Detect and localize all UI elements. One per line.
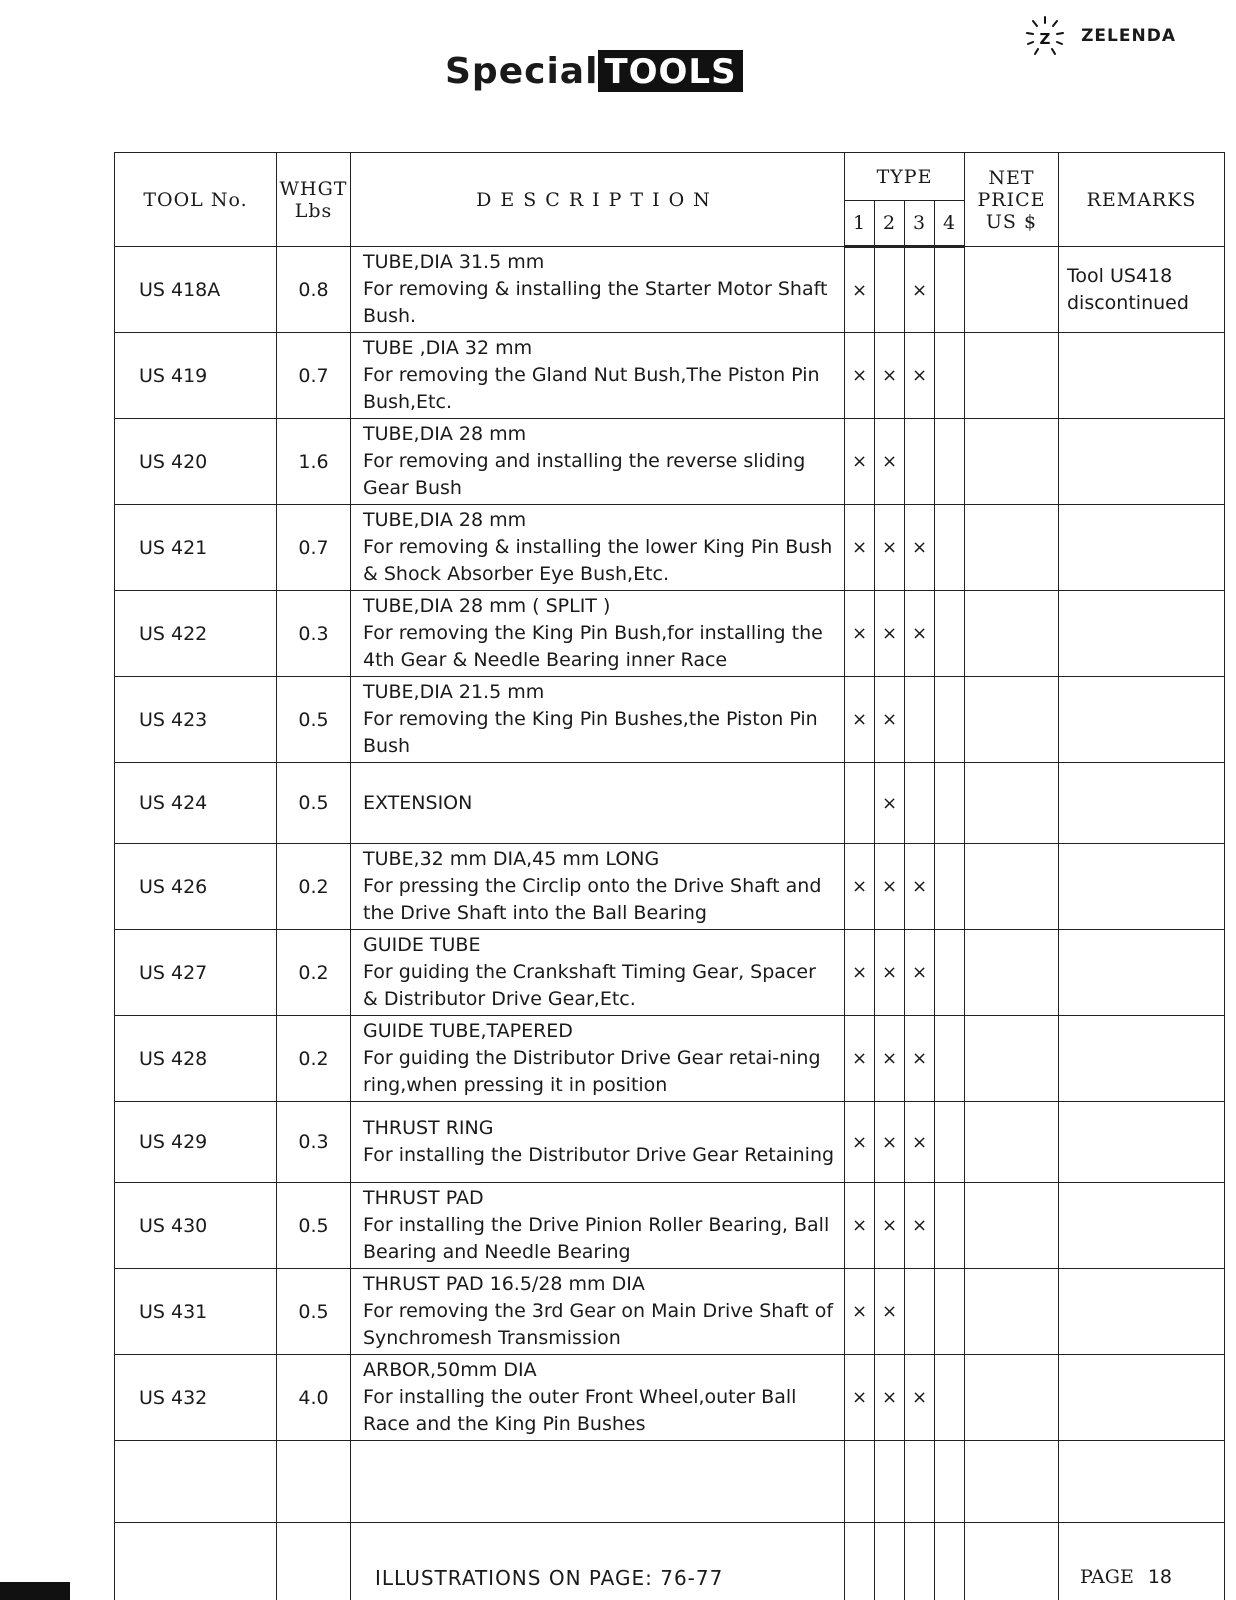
tool-number: US 432 (115, 1355, 277, 1441)
type-3-mark: × (905, 1016, 935, 1102)
table-row (115, 1016, 1225, 1102)
type-2-mark: × (875, 419, 905, 505)
table-row (115, 844, 1225, 930)
description-text: For removing the 3rd Gear on Main Drive Shaft of Synchromesh Transmission (363, 1300, 834, 1349)
net-price (965, 247, 1059, 333)
description-title: TUBE ,DIA 32 mm (363, 337, 533, 359)
empty-cell (875, 1441, 905, 1523)
type-3-mark (905, 419, 935, 505)
tool-description (351, 1269, 845, 1355)
type-2-mark (875, 247, 905, 333)
type-3-mark: × (905, 247, 935, 333)
table-row (115, 247, 1225, 333)
type-1-mark: × (845, 1102, 875, 1183)
type-2-mark: × (875, 1102, 905, 1183)
net-price (965, 505, 1059, 591)
tool-number: US 430 (115, 1183, 277, 1269)
type-1-mark: × (845, 247, 875, 333)
tool-weight: 4.0 (277, 1355, 351, 1441)
type-1-mark: × (845, 505, 875, 591)
empty-cell (875, 1523, 905, 1600)
table-body (115, 247, 1225, 1600)
tool-description (351, 247, 845, 333)
empty-cell (1059, 1441, 1225, 1523)
page-title (445, 50, 743, 92)
page-number-block (1080, 1566, 1172, 1588)
type-2-mark: × (875, 1183, 905, 1269)
tool-weight: 0.5 (277, 763, 351, 844)
type-4-mark (935, 677, 965, 763)
tool-number: US 423 (115, 677, 277, 763)
type-4-mark (935, 763, 965, 844)
header-weight-line2: Lbs (294, 199, 333, 222)
brand-name: ZELENDA (1081, 26, 1176, 46)
tool-description (351, 1016, 845, 1102)
tool-weight: 0.3 (277, 591, 351, 677)
table-row (115, 333, 1225, 419)
table-row (115, 419, 1225, 505)
tool-weight: 1.6 (277, 419, 351, 505)
tool-number: US 422 (115, 591, 277, 677)
remarks (1059, 930, 1225, 1016)
net-price (965, 677, 1059, 763)
tool-weight: 0.5 (277, 677, 351, 763)
header-type: TYPE (845, 153, 965, 201)
type-3-mark: × (905, 505, 935, 591)
net-price (965, 1102, 1059, 1183)
page-number: 18 (1147, 1566, 1172, 1588)
type-3-mark (905, 1269, 935, 1355)
type-4-mark (935, 1269, 965, 1355)
tool-weight: 0.3 (277, 1102, 351, 1183)
type-3-mark: × (905, 333, 935, 419)
type-4-mark (935, 247, 965, 333)
special-tools-table (114, 152, 1225, 1600)
illustrations-note: ILLUSTRATIONS ON PAGE: 76-77 (375, 1566, 724, 1590)
type-3-mark: × (905, 591, 935, 677)
empty-cell (935, 1441, 965, 1523)
description-text: For removing the King Pin Bush,for installing the 4th Gear & Needle Bearing inner Race (363, 622, 823, 671)
remarks (1059, 591, 1225, 677)
empty-cell (845, 1523, 875, 1600)
type-4-mark (935, 1355, 965, 1441)
tool-weight: 0.2 (277, 844, 351, 930)
type-4-mark (935, 591, 965, 677)
title-special: Special (445, 50, 599, 92)
header-price-line2: PRICE (977, 188, 1046, 211)
tool-number: US 427 (115, 930, 277, 1016)
header-type-1: 1 (845, 201, 875, 247)
description-title: EXTENSION (363, 791, 473, 814)
table-row (115, 591, 1225, 677)
description-text: For removing the Gland Nut Bush,The Piston Pin Bush,Etc. (363, 364, 820, 413)
page-label: PAGE (1080, 1566, 1134, 1588)
table-row (115, 763, 1225, 844)
empty-cell (1059, 1523, 1225, 1600)
net-price (965, 591, 1059, 677)
type-1-mark: × (845, 1269, 875, 1355)
tool-weight: 0.7 (277, 505, 351, 591)
type-2-mark: × (875, 930, 905, 1016)
empty-cell (115, 1523, 277, 1600)
net-price (965, 930, 1059, 1016)
type-4-mark (935, 1102, 965, 1183)
description-text: For removing and installing the reverse sliding Gear Bush (363, 450, 806, 499)
description-text: For removing & installing the lower King Pin Bush & Shock Absorber Eye Bush,Etc. (363, 536, 833, 585)
empty-cell (845, 1441, 875, 1523)
brand (1023, 14, 1176, 58)
type-1-mark (845, 763, 875, 844)
header-type-2: 2 (875, 201, 905, 247)
type-2-mark: × (875, 591, 905, 677)
tool-description (351, 333, 845, 419)
header-net-price (965, 153, 1059, 247)
table-row (115, 1269, 1225, 1355)
remarks (1059, 1016, 1225, 1102)
tool-weight: 0.5 (277, 1183, 351, 1269)
remarks: Tool US418 discontinued (1059, 247, 1225, 333)
brand-mark-letter: Z (1039, 30, 1051, 48)
remarks (1059, 1183, 1225, 1269)
remarks (1059, 677, 1225, 763)
tool-number: US 428 (115, 1016, 277, 1102)
empty-cell (351, 1441, 845, 1523)
empty-cell (277, 1441, 351, 1523)
header-price-line3: US $ (985, 210, 1038, 233)
tool-number: US 431 (115, 1269, 277, 1355)
description-text: For removing & installing the Starter Motor Shaft Bush. (363, 278, 828, 327)
description-text: For installing the Drive Pinion Roller Bearing, Ball Bearing and Needle Bearing (363, 1214, 830, 1263)
remarks (1059, 419, 1225, 505)
type-3-mark: × (905, 844, 935, 930)
header-description: DESCRIPTION (351, 153, 845, 247)
type-4-mark (935, 505, 965, 591)
type-2-mark: × (875, 677, 905, 763)
header-weight-line1: WHGT (279, 177, 348, 200)
tool-number: US 421 (115, 505, 277, 591)
tool-number: US 429 (115, 1102, 277, 1183)
description-text: For installing the Distributor Drive Gear Retaining (363, 1144, 835, 1166)
scan-edge-mark (0, 1582, 70, 1600)
type-1-mark: × (845, 1183, 875, 1269)
type-2-mark: × (875, 333, 905, 419)
table-row (115, 1355, 1225, 1441)
description-title: THRUST PAD 16.5/28 mm DIA (363, 1273, 645, 1295)
net-price (965, 1016, 1059, 1102)
header-weight (277, 153, 351, 247)
title-tools: TOOLS (598, 50, 742, 92)
tool-weight: 0.8 (277, 247, 351, 333)
tool-description (351, 930, 845, 1016)
empty-cell (965, 1523, 1059, 1600)
zelenda-logo-icon (1023, 14, 1067, 58)
tool-weight: 0.7 (277, 333, 351, 419)
type-1-mark: × (845, 930, 875, 1016)
description-title: TUBE,DIA 31.5 mm (363, 251, 545, 273)
type-3-mark: × (905, 930, 935, 1016)
tool-description (351, 1102, 845, 1183)
remarks (1059, 1102, 1225, 1183)
type-1-mark: × (845, 1016, 875, 1102)
empty-cell (905, 1441, 935, 1523)
tool-description (351, 419, 845, 505)
type-2-mark: × (875, 1355, 905, 1441)
tools-sheet (114, 152, 1224, 1566)
net-price (965, 1269, 1059, 1355)
net-price (965, 1355, 1059, 1441)
table-row (115, 1102, 1225, 1183)
header-remarks: REMARKS (1059, 153, 1225, 247)
description-text: For guiding the Crankshaft Timing Gear, Spacer & Distributor Drive Gear,Etc. (363, 961, 816, 1010)
description-text: For guiding the Distributor Drive Gear retai-ning ring,when pressing it in position (363, 1047, 821, 1096)
net-price (965, 844, 1059, 930)
net-price (965, 419, 1059, 505)
empty-row (115, 1441, 1225, 1523)
remarks (1059, 844, 1225, 930)
description-title: ARBOR,50mm DIA (363, 1359, 537, 1381)
description-text: For removing the King Pin Bushes,the Piston Pin Bush (363, 708, 818, 757)
type-1-mark: × (845, 844, 875, 930)
tool-description (351, 591, 845, 677)
description-text: For installing the outer Front Wheel,outer Ball Race and the King Pin Bushes (363, 1386, 797, 1435)
description-title: TUBE,DIA 28 mm (363, 509, 527, 531)
tool-number: US 424 (115, 763, 277, 844)
type-1-mark: × (845, 677, 875, 763)
net-price (965, 763, 1059, 844)
empty-cell (115, 1441, 277, 1523)
tool-description (351, 1183, 845, 1269)
description-title: TUBE,32 mm DIA,45 mm LONG (363, 848, 660, 870)
header-tool-no: TOOL No. (115, 153, 277, 247)
type-2-mark: × (875, 1269, 905, 1355)
remarks (1059, 763, 1225, 844)
type-1-mark: × (845, 419, 875, 505)
empty-cell (277, 1523, 351, 1600)
type-4-mark (935, 844, 965, 930)
table-row (115, 1183, 1225, 1269)
type-4-mark (935, 333, 965, 419)
tool-weight: 0.5 (277, 1269, 351, 1355)
header-type-3: 3 (905, 201, 935, 247)
type-1-mark: × (845, 591, 875, 677)
description-title: GUIDE TUBE (363, 934, 481, 956)
tool-description (351, 505, 845, 591)
description-text: For pressing the Circlip onto the Drive Shaft and the Drive Shaft into the Ball Bearing (363, 875, 822, 924)
tool-number: US 419 (115, 333, 277, 419)
type-3-mark: × (905, 1102, 935, 1183)
type-4-mark (935, 930, 965, 1016)
tool-description (351, 1355, 845, 1441)
empty-cell (965, 1441, 1059, 1523)
type-3-mark: × (905, 1183, 935, 1269)
type-4-mark (935, 419, 965, 505)
type-1-mark: × (845, 1355, 875, 1441)
type-4-mark (935, 1016, 965, 1102)
empty-cell (905, 1523, 935, 1600)
remarks (1059, 1355, 1225, 1441)
description-title: GUIDE TUBE,TAPERED (363, 1020, 573, 1042)
table-row (115, 505, 1225, 591)
remarks (1059, 333, 1225, 419)
empty-cell (935, 1523, 965, 1600)
tool-description (351, 844, 845, 930)
description-title: THRUST PAD (363, 1187, 484, 1209)
remarks (1059, 505, 1225, 591)
tool-weight: 0.2 (277, 930, 351, 1016)
header-price-line1: NET (988, 166, 1035, 189)
type-2-mark: × (875, 763, 905, 844)
net-price (965, 333, 1059, 419)
table-row (115, 677, 1225, 763)
type-3-mark (905, 763, 935, 844)
description-title: TUBE,DIA 28 mm (363, 423, 527, 445)
type-3-mark: × (905, 1355, 935, 1441)
description-title: TUBE,DIA 28 mm ( SPLIT ) (363, 595, 611, 617)
description-title: THRUST RING (363, 1117, 494, 1139)
tool-description (351, 763, 845, 844)
tool-number: US 420 (115, 419, 277, 505)
type-4-mark (935, 1183, 965, 1269)
description-title: TUBE,DIA 21.5 mm (363, 681, 545, 703)
type-2-mark: × (875, 1016, 905, 1102)
type-1-mark: × (845, 333, 875, 419)
tool-number: US 426 (115, 844, 277, 930)
tool-number: US 418A (115, 247, 277, 333)
tool-description (351, 677, 845, 763)
header-type-4: 4 (935, 201, 965, 247)
type-3-mark (905, 677, 935, 763)
type-2-mark: × (875, 844, 905, 930)
table-row (115, 930, 1225, 1016)
net-price (965, 1183, 1059, 1269)
remarks (1059, 1269, 1225, 1355)
type-2-mark: × (875, 505, 905, 591)
tool-weight: 0.2 (277, 1016, 351, 1102)
